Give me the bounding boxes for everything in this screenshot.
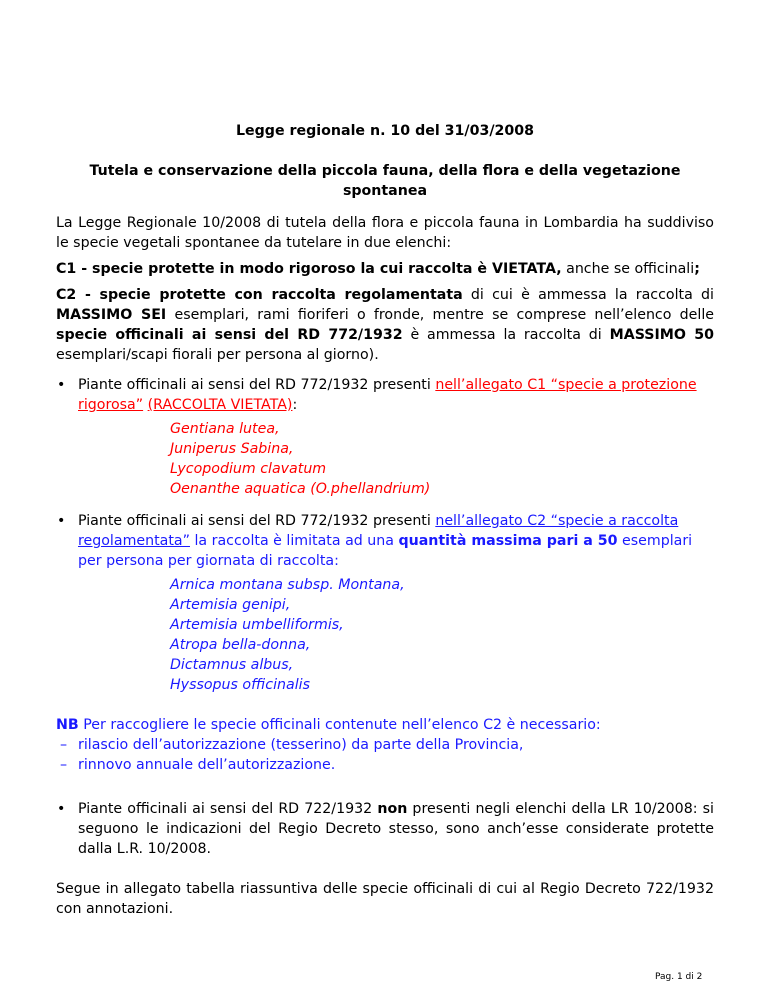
c2-max-fifty: MASSIMO 50 xyxy=(609,327,714,343)
c1-paragraph xyxy=(56,259,714,279)
closing-paragraph: Segue in allegato tabella riassuntiva delle specie officinali di cui al Regio Decreto 722/1932 con annotazioni. xyxy=(56,881,714,917)
bullet1-text: Piante officinali ai sensi del RD 772/1932 presenti xyxy=(78,377,436,393)
bullet3-non: non xyxy=(377,801,408,817)
species-item: Gentiana lutea, xyxy=(170,421,280,437)
bullet1-raccolta-vietata: (RACCOLTA VIETATA) xyxy=(147,397,293,413)
bullet2-mid: la raccolta è limitata ad una xyxy=(189,533,399,549)
nb-requirement-item xyxy=(56,755,714,775)
species-item: Oenanthe aquatica (O.phellandrium) xyxy=(170,481,431,497)
species-item: Lycopodium clavatum xyxy=(170,461,327,477)
bullet3-text-1: Piante officinali ai sensi del RD 722/1932 xyxy=(78,801,378,817)
species-item: Artemisia umbelliformis, xyxy=(170,617,344,633)
nb-requirements-list xyxy=(56,735,714,775)
document-subtitle: Tutela e conservazione della piccola fauna, della flora e della vegetazione spontanea xyxy=(89,163,681,199)
species-item: Dictamnus albus, xyxy=(170,657,294,673)
dash-icon: – xyxy=(60,737,68,753)
bullet-c1-officinal xyxy=(56,375,714,499)
bullet2-max-quantity: quantità massima pari a 50 xyxy=(398,533,618,549)
c1-semicolon: ; xyxy=(694,261,700,277)
bullet-dot-icon: • xyxy=(57,513,66,529)
nb-requirement-text: rinnovo annuale dell’autorizzazione. xyxy=(78,757,336,773)
bullet-dot-icon: • xyxy=(57,377,66,393)
c1-species-list xyxy=(170,419,714,499)
nb-requirement-item xyxy=(56,735,714,755)
species-item: Atropa bella-donna, xyxy=(170,637,311,653)
c2-heading: C2 - specie protette con raccolta regolamentata xyxy=(56,287,463,303)
intro-paragraph: La Legge Regionale 10/2008 di tutela della flora e piccola fauna in Lombardia ha suddiviso le specie vegetali spontanee da tutelare in due elenchi: xyxy=(56,215,714,251)
species-item: Hyssopus officinalis xyxy=(170,677,310,693)
nb-note xyxy=(56,715,714,775)
c2-text-1: di cui è ammessa la raccolta di xyxy=(462,287,714,303)
nb-label: NB xyxy=(56,717,79,733)
bullet1-colon: : xyxy=(292,397,298,413)
dash-icon: – xyxy=(60,757,68,773)
c2-max-six: MASSIMO SEI xyxy=(56,307,167,323)
bullet-c2-officinal xyxy=(56,511,714,695)
species-item: Artemisia genipi, xyxy=(170,597,291,613)
c1-text: anche se officinali xyxy=(561,261,695,277)
bullet2-text: Piante officinali ai sensi del RD 772/1932 presenti xyxy=(78,513,436,529)
document-title: Legge regionale n. 10 del 31/03/2008 xyxy=(235,123,535,139)
c2-text-3: è ammessa la raccolta di xyxy=(402,327,610,343)
bullet2-end: esemplari per persona per giornata di raccolta: xyxy=(78,533,693,569)
species-item: Arnica montana subsp. Montana, xyxy=(170,577,405,593)
page-number: Pag. 1 di 2 xyxy=(655,972,703,982)
nb-line xyxy=(56,715,714,735)
bullet3-text-2: presenti negli elenchi della LR 10/2008: si seguono le indicazioni del Regio Decreto stesso, sono anch’esse considerate protette dalla L.R. 10/2008. xyxy=(78,801,714,857)
nb-text: Per raccogliere le specie officinali contenute nell’elenco C2 è necessario: xyxy=(78,717,601,733)
c2-officinal-ref: specie officinali ai sensi del RD 772/1932 xyxy=(56,327,403,343)
species-item: Juniperus Sabina, xyxy=(170,441,294,457)
c1-heading: C1 - specie protette in modo rigoroso la cui raccolta è VIETATA, xyxy=(56,261,562,277)
c2-paragraph xyxy=(56,285,714,365)
bullet-non-listed xyxy=(56,799,714,859)
c2-text-4: esemplari/scapi fiorali per persona al giorno). xyxy=(56,347,379,363)
nb-requirement-text: rilascio dell’autorizzazione (tesserino) da parte della Provincia, xyxy=(78,737,524,753)
bullet2-allegato-link[interactable]: nell’allegato C2 “specie a raccolta regolamentata” xyxy=(78,513,679,549)
bullet-dot-icon: • xyxy=(57,801,66,817)
bullet1-allegato-link[interactable]: nell’allegato C1 “specie a protezione rigorosa” xyxy=(78,377,697,413)
document-body xyxy=(56,121,714,919)
c2-text-2: esemplari, rami fioriferi o fronde, mentre se comprese nell’elenco delle xyxy=(166,307,714,323)
c2-species-list xyxy=(170,575,714,695)
